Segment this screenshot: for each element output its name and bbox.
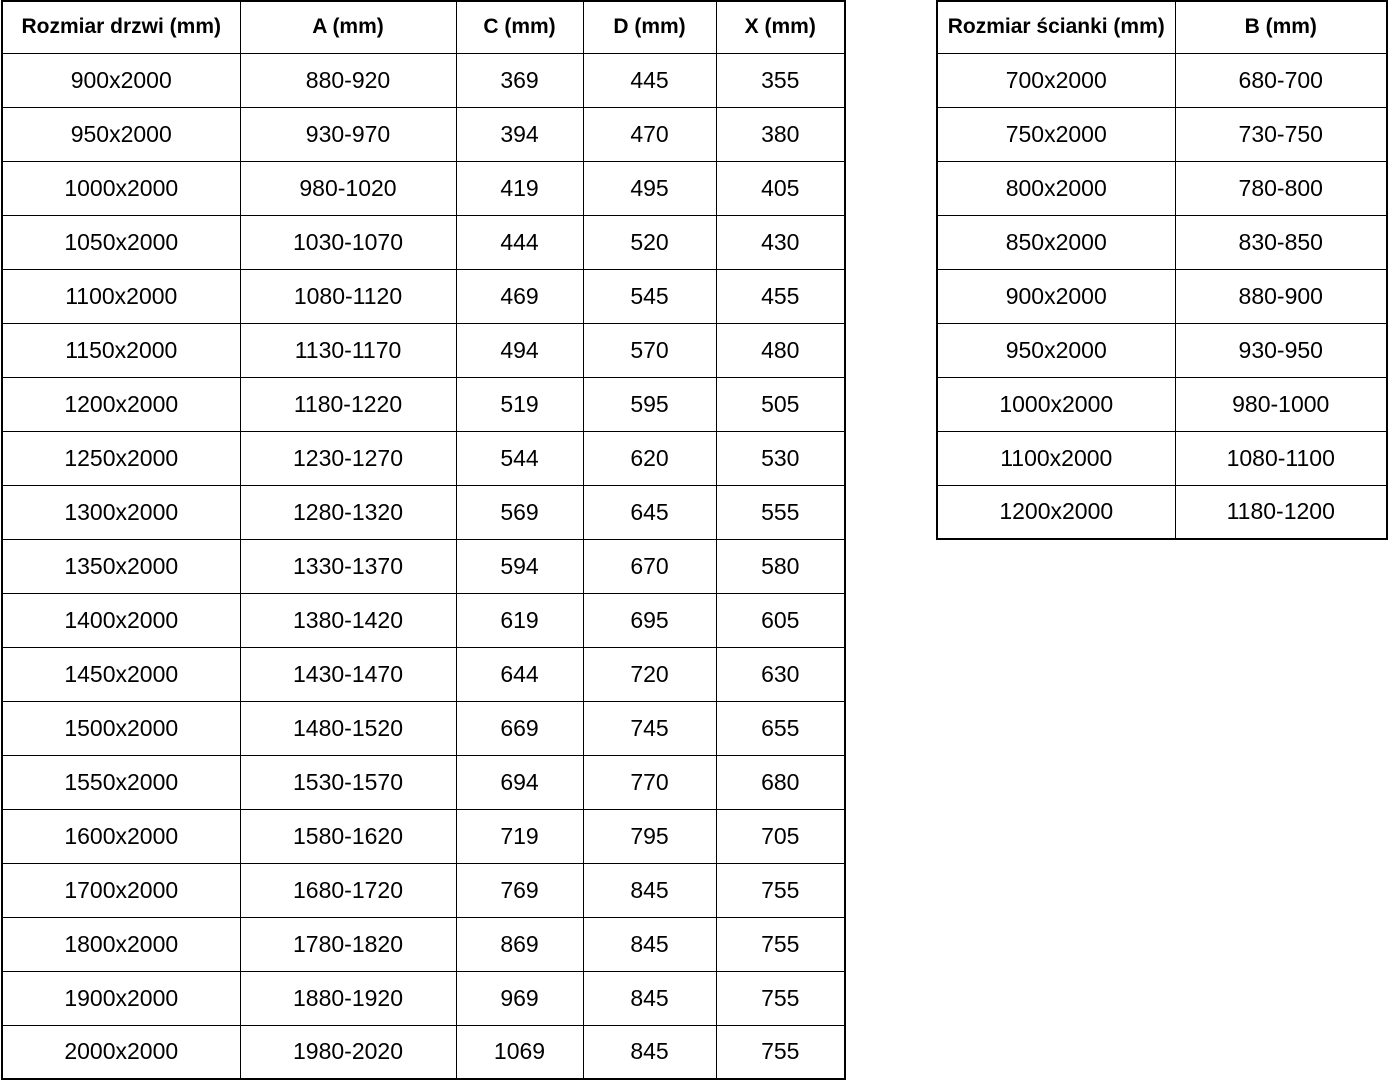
doors-column-header: A (mm): [240, 1, 456, 53]
table-cell: 544: [456, 431, 583, 485]
table-cell: 1600x2000: [2, 809, 240, 863]
table-row: [937, 53, 1387, 107]
table-row: [2, 485, 845, 539]
table-header-row: [937, 1, 1387, 53]
table-row: [2, 215, 845, 269]
table-cell: 430: [716, 215, 845, 269]
table-cell: 845: [583, 971, 716, 1025]
table-row: [2, 539, 845, 593]
table-cell: 880-920: [240, 53, 456, 107]
table-cell: 730-750: [1175, 107, 1387, 161]
table-cell: 1350x2000: [2, 539, 240, 593]
table-cell: 694: [456, 755, 583, 809]
table-cell: 745: [583, 701, 716, 755]
table-cell: 470: [583, 107, 716, 161]
table-row: [2, 647, 845, 701]
table-cell: 795: [583, 809, 716, 863]
table-row: [2, 107, 845, 161]
table-cell: 1180-1200: [1175, 485, 1387, 539]
table-cell: 705: [716, 809, 845, 863]
table-cell: 930-970: [240, 107, 456, 161]
table-cell: 394: [456, 107, 583, 161]
table-cell: 719: [456, 809, 583, 863]
table-cell: 570: [583, 323, 716, 377]
table-header-row: [2, 1, 845, 53]
table-cell: 1580-1620: [240, 809, 456, 863]
table-cell: 755: [716, 917, 845, 971]
table-cell: 800x2000: [937, 161, 1175, 215]
table-cell: 755: [716, 863, 845, 917]
table-cell: 1050x2000: [2, 215, 240, 269]
table-row: [2, 323, 845, 377]
table-cell: 369: [456, 53, 583, 107]
table-row: [2, 1025, 845, 1079]
table-cell: 1480-1520: [240, 701, 456, 755]
table-cell: 620: [583, 431, 716, 485]
table-cell: 900x2000: [2, 53, 240, 107]
table-cell: 1550x2000: [2, 755, 240, 809]
table-cell: 1380-1420: [240, 593, 456, 647]
table-cell: 720: [583, 647, 716, 701]
table-cell: 630: [716, 647, 845, 701]
table-cell: 680-700: [1175, 53, 1387, 107]
table-cell: 900x2000: [937, 269, 1175, 323]
table-cell: 1100x2000: [937, 431, 1175, 485]
table-cell: 680: [716, 755, 845, 809]
table-row: [2, 269, 845, 323]
table-cell: 530: [716, 431, 845, 485]
doors-column-header: D (mm): [583, 1, 716, 53]
table-cell: 594: [456, 539, 583, 593]
table-cell: 519: [456, 377, 583, 431]
table-cell: 1980-2020: [240, 1025, 456, 1079]
table-cell: 445: [583, 53, 716, 107]
table-row: [2, 377, 845, 431]
table-row: [2, 161, 845, 215]
table-cell: 1300x2000: [2, 485, 240, 539]
table-cell: 444: [456, 215, 583, 269]
table-cell: 1400x2000: [2, 593, 240, 647]
table-cell: 1900x2000: [2, 971, 240, 1025]
table-cell: 619: [456, 593, 583, 647]
table-cell: 1780-1820: [240, 917, 456, 971]
table-cell: 755: [716, 1025, 845, 1079]
table-cell: 770: [583, 755, 716, 809]
table-cell: 355: [716, 53, 845, 107]
table-cell: 1280-1320: [240, 485, 456, 539]
table-cell: 845: [583, 917, 716, 971]
table-cell: 655: [716, 701, 845, 755]
table-row: [2, 755, 845, 809]
table-cell: 1180-1220: [240, 377, 456, 431]
table-cell: 2000x2000: [2, 1025, 240, 1079]
table-cell: 1000x2000: [937, 377, 1175, 431]
table-row: [2, 53, 845, 107]
table-cell: 494: [456, 323, 583, 377]
table-cell: 869: [456, 917, 583, 971]
table-cell: 670: [583, 539, 716, 593]
table-cell: 969: [456, 971, 583, 1025]
table-row: [2, 863, 845, 917]
table-row: [2, 701, 845, 755]
table-cell: 1530-1570: [240, 755, 456, 809]
table-row: [937, 377, 1387, 431]
table-cell: 480: [716, 323, 845, 377]
table-cell: 555: [716, 485, 845, 539]
doors-column-header: Rozmiar drzwi (mm): [2, 1, 240, 53]
table-row: [2, 431, 845, 485]
table-cell: 580: [716, 539, 845, 593]
table-cell: 1450x2000: [2, 647, 240, 701]
table-cell: 545: [583, 269, 716, 323]
walls-header-row: [937, 1, 1387, 53]
table-row: [937, 269, 1387, 323]
table-cell: 645: [583, 485, 716, 539]
table-cell: 455: [716, 269, 845, 323]
table-cell: 1200x2000: [937, 485, 1175, 539]
table-cell: 1700x2000: [2, 863, 240, 917]
table-cell: 495: [583, 161, 716, 215]
table-cell: 1080-1120: [240, 269, 456, 323]
table-cell: 930-950: [1175, 323, 1387, 377]
table-cell: 1100x2000: [2, 269, 240, 323]
table-cell: 1069: [456, 1025, 583, 1079]
table-cell: 419: [456, 161, 583, 215]
table-cell: 950x2000: [2, 107, 240, 161]
table-row: [937, 485, 1387, 539]
table-cell: 980-1000: [1175, 377, 1387, 431]
table-cell: 505: [716, 377, 845, 431]
table-row: [937, 107, 1387, 161]
walls-column-header: B (mm): [1175, 1, 1387, 53]
table-row: [937, 161, 1387, 215]
wall-sizes-table: [936, 0, 1388, 540]
table-cell: 605: [716, 593, 845, 647]
table-cell: 595: [583, 377, 716, 431]
table-cell: 830-850: [1175, 215, 1387, 269]
table-cell: 1430-1470: [240, 647, 456, 701]
table-cell: 695: [583, 593, 716, 647]
table-cell: 1330-1370: [240, 539, 456, 593]
table-cell: 755: [716, 971, 845, 1025]
table-cell: 750x2000: [937, 107, 1175, 161]
table-cell: 569: [456, 485, 583, 539]
table-cell: 950x2000: [937, 323, 1175, 377]
table-cell: 520: [583, 215, 716, 269]
table-cell: 980-1020: [240, 161, 456, 215]
table-row: [937, 431, 1387, 485]
table-cell: 880-900: [1175, 269, 1387, 323]
table-cell: 669: [456, 701, 583, 755]
table-row: [2, 809, 845, 863]
table-cell: 1680-1720: [240, 863, 456, 917]
doors-column-header: X (mm): [716, 1, 845, 53]
table-cell: 1500x2000: [2, 701, 240, 755]
table-cell: 1080-1100: [1175, 431, 1387, 485]
doors-column-header: C (mm): [456, 1, 583, 53]
table-cell: 1200x2000: [2, 377, 240, 431]
table-cell: 769: [456, 863, 583, 917]
table-cell: 469: [456, 269, 583, 323]
table-cell: 405: [716, 161, 845, 215]
table-cell: 700x2000: [937, 53, 1175, 107]
table-cell: 1130-1170: [240, 323, 456, 377]
table-row: [2, 917, 845, 971]
table-cell: 845: [583, 863, 716, 917]
table-row: [2, 593, 845, 647]
table-row: [937, 323, 1387, 377]
door-sizes-table: [1, 0, 846, 1080]
table-cell: 1150x2000: [2, 323, 240, 377]
table-cell: 1000x2000: [2, 161, 240, 215]
table-row: [2, 971, 845, 1025]
table-cell: 1800x2000: [2, 917, 240, 971]
walls-column-header: Rozmiar ścianki (mm): [937, 1, 1175, 53]
table-cell: 1880-1920: [240, 971, 456, 1025]
table-cell: 1250x2000: [2, 431, 240, 485]
table-cell: 1030-1070: [240, 215, 456, 269]
table-cell: 380: [716, 107, 845, 161]
table-cell: 780-800: [1175, 161, 1387, 215]
table-cell: 845: [583, 1025, 716, 1079]
table-cell: 850x2000: [937, 215, 1175, 269]
table-cell: 1230-1270: [240, 431, 456, 485]
table-cell: 644: [456, 647, 583, 701]
doors-header-row: [2, 1, 845, 53]
table-row: [937, 215, 1387, 269]
